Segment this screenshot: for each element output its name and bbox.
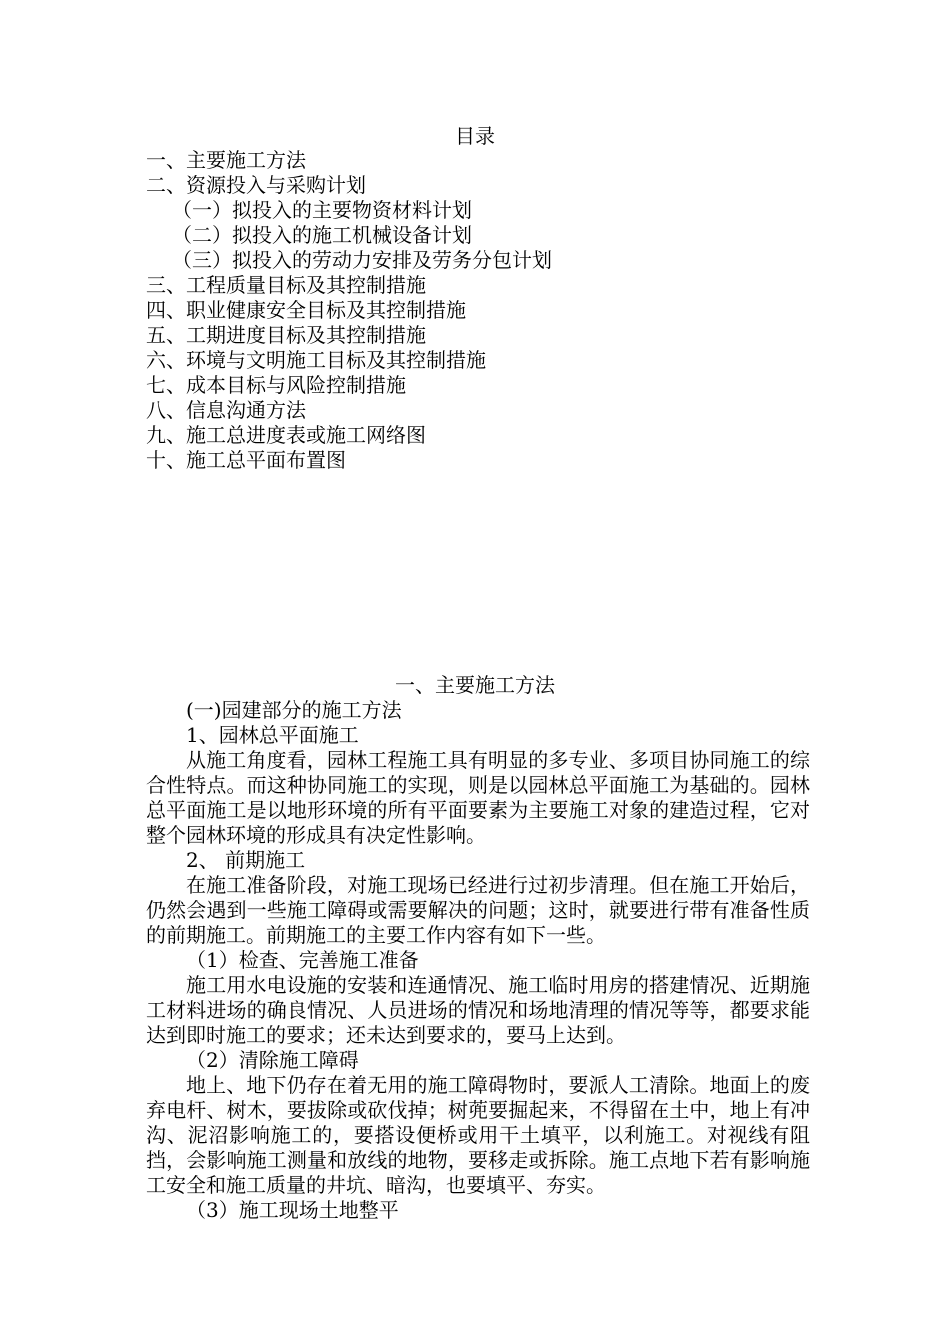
table-of-contents xyxy=(146,148,846,473)
toc-item: 八、信息沟通方法 xyxy=(146,398,306,422)
subsection-heading: （1）检查、完善施工准备 xyxy=(186,948,419,972)
body-paragraph: 施工用水电设施的安装和连通情况、施工临时用房的搭建情况、近期施工材料进场的确良情况、人员进场的情况和场地清理的情况等等，都要求能达到即时施工的要求；还未达到要求的，要马上达到。 xyxy=(146,973,810,1047)
section-body xyxy=(146,698,810,1223)
toc-subitem: （一）拟投入的主要物资材料计划 xyxy=(172,198,472,222)
toc-subitem: （二）拟投入的施工机械设备计划 xyxy=(172,223,472,247)
toc-item: 三、工程质量目标及其控制措施 xyxy=(146,273,426,297)
toc-item: 五、工期进度目标及其控制措施 xyxy=(146,323,426,347)
subsection-heading: （3）施工现场土地整平 xyxy=(186,1198,399,1222)
toc-item: 九、施工总进度表或施工网络图 xyxy=(146,423,426,447)
toc-item: 七、成本目标与风险控制措施 xyxy=(146,373,406,397)
toc-item: 四、职业健康安全目标及其控制措施 xyxy=(146,298,466,322)
toc-item: 一、主要施工方法 xyxy=(146,148,306,172)
toc-item: 二、资源投入与采购计划 xyxy=(146,173,366,197)
body-paragraph: 在施工准备阶段，对施工现场已经进行过初步清理。但在施工开始后，仍然会遇到一些施工障碍或需要解决的问题；这时，就要进行带有准备性质的前期施工。前期施工的主要工作内容有如下一些。 xyxy=(146,873,810,947)
subsection-heading: 1、园林总平面施工 xyxy=(186,723,359,747)
section-title: 一、主要施工方法 xyxy=(395,673,555,697)
toc-item: 十、施工总平面布置图 xyxy=(146,448,346,472)
subsection-heading: 2、 前期施工 xyxy=(186,848,306,872)
body-paragraph: 地上、地下仍存在着无用的施工障碍物时，要派人工清除。地面上的废弃电杆、树木，要拔除或砍伐掉；树蔸要掘起来，不得留在土中，地上有冲沟、泥沼影响施工的，要搭设便桥或用干土填平，以利施工。对视线有阻挡，会影响施工测量和放线的地物，要移走或拆除。施工点地下若有影响施工安全和施工质量的井坑、暗沟，也要填平、夯实。 xyxy=(146,1073,810,1197)
toc-item: 六、环境与文明施工目标及其控制措施 xyxy=(146,348,486,372)
subsection-heading: （2）清除施工障碍 xyxy=(186,1048,359,1072)
toc-title: 目录 xyxy=(455,124,495,148)
body-paragraph: 从施工角度看，园林工程施工具有明显的多专业、多项目协同施工的综合性特点。而这种协同施工的实现，则是以园林总平面施工为基础的。园林总平面施工是以地形环境的所有平面要素为主要施工对象的建造过程，它对整个园林环境的形成具有决定性影响。 xyxy=(146,748,810,847)
toc-subitem: （三）拟投入的劳动力安排及劳务分包计划 xyxy=(172,248,552,272)
subsection-heading: (一)园建部分的施工方法 xyxy=(186,698,402,722)
